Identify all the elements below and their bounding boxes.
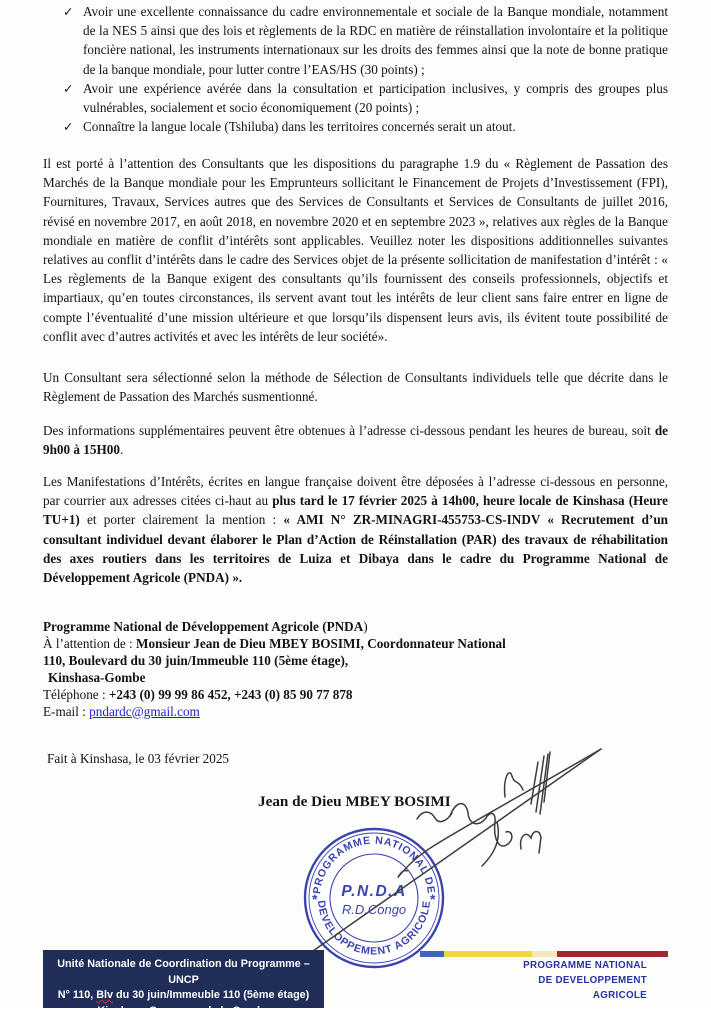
footer-logo-line: DE DEVELOPPEMENT <box>538 975 647 986</box>
list-item <box>43 2 668 79</box>
footer-logo-line: PROGRAMME NATIONAL <box>523 960 647 971</box>
paragraph-selection-method: Un Consultant sera sélectionné selon la méthode de Sélection de Consultants individuels telle que décrite dans le Règlement de Passation des Marchés susmentionné. <box>43 370 668 405</box>
stamp-center-acronym: P.N.D.A <box>341 883 407 900</box>
list-item <box>43 117 668 136</box>
paragraph-regulations: Il est porté à l’attention des Consultants que les dispositions du paragraphe 1.9 du « Règlement de Passation des Marchés de la Banque mondiale pour les Emprunteurs sollicitant le Financement de Projets d’Investissement (FPI), Fournitures, Travaux, Services autres que des Services de Consultants et Services de Consultants de juillet 2016, révisé en novembre 2017, en août 2018, en novembre 2020 et en septembre 2023 », relatives aux règles de la Banque mondiale en matière de conflit d’intérêts sont applicables. Veuillez noter les dispositions additionnelles suivantes relatives au conflit d’intérêts dans le cadre des Services objet de la présente sollicitation de manifestation d’intérêt : « Les règlements de la Banque exigent des consultants qu’ils fournissent des conseils professionnels, objectifs et impartiaux, qu’en toutes circonstances, ils servent avant tout les intérêts de leur client sans faire entrer en ligne de compte l’éventualité d’une mission ultérieure et que lorsqu’ils dispensent leurs avis, ils évitent toute possibilité de conflit avec d’autres activités et avec les intérêts de leur société». <box>43 156 668 344</box>
stamp-center-country: R.D.Congo <box>341 902 407 917</box>
contact-email[interactable]: E-mail : pndardc@gmail.com <box>43 703 200 719</box>
checkmark-icon: ✓ <box>63 4 74 19</box>
stamp-arc-bottom-text: DEVELOPPEMENT AGRICOLE <box>314 899 434 958</box>
date-place-line: Fait à Kinshasa, le 03 février 2025 <box>47 751 230 767</box>
contact-phone: Téléphone : +243 (0) 99 99 86 452, +243 (0) 85 90 77 878 <box>43 686 353 702</box>
contact-block <box>43 619 683 720</box>
qualifications-list <box>43 2 668 136</box>
checkmark-icon: ✓ <box>63 80 74 96</box>
bullet-text: Avoir une excellente connaissance du cadre environnementale et sociale de la Banque mondiale, notamment de la NES 5 ainsi que des lois et règlements de la RDC en matière de réinstallation involontaire et la politique foncière national, les instruments internationaux sur les droits des femmes ainsi que la note de bonne pratique de la banque mondiale, pour lutter contre l’EAS/HS (30 points) ; <box>83 4 668 77</box>
paragraph-office-hours: Des informations supplémentaires peuvent être obtenues à l’adresse ci-dessous pendant les heures de bureau, soit de 9h00 à 15H00. <box>43 423 668 458</box>
bullet-text: Connaître la langue locale (Tshiluba) dans les territoires concernés serait un atout. <box>83 119 516 135</box>
contact-org-name: Programme National de Développement Agricole (PNDA) <box>43 619 368 634</box>
signatory-name: Jean de Dieu MBEY BOSIMI <box>258 793 451 810</box>
footer-pnda-logo <box>485 958 647 1003</box>
paragraph-submission-deadline: Les Manifestations d’Intérêts, écrites en langue française doivent être déposées à l’adresse ci-dessous en personne, par courrier aux adresses citées ci-haut au plus tard le 17 février 2025 à 14h00, heure locale de Kinshasa (Heure TU+1) et porter clairement la mention : « AMI N° ZR-MINAGRI-455753-CS-INDV « Recrutement d’un consultant individuel devant élaborer le Plan d’Action de Réinstallation (PAR) des travaux de réhabilitation des axes routiers dans les territoires de Luiza et Dibaya dans le cadre du Programme National de Développement Agricole (PNDA) ». <box>43 474 669 586</box>
footer-box-line: Unité Nationale de Coordination du Programme –UNCP <box>57 958 310 986</box>
footer-logo-line: AGRICOLE <box>592 990 647 1001</box>
footer-box-line: Kinshasa-Commune de la Gombe <box>97 1004 270 1017</box>
footer-box-line: N° 110, Blv du 30 juin/Immeuble 110 (5ème étage) <box>57 989 310 1002</box>
stamp-star-left: * <box>312 891 318 907</box>
stamp-arc-top-text: PROGRAMME NATIONAL DE <box>311 834 437 895</box>
bullet-text: Avoir une expérience avérée dans la consultation et participation inclusives, y compris des groupes plus vulnérables, socialement et socio économiquement (20 points) ; <box>83 80 668 116</box>
footer-color-stripe <box>420 951 668 957</box>
checkmark-icon: ✓ <box>63 119 74 135</box>
footer-coordination-box <box>43 950 324 1017</box>
list-item <box>43 79 668 117</box>
contact-address: 110, Boulevard du 30 juin/Immeuble 110 (5ème étage), <box>43 652 349 668</box>
contact-city: Kinshasa-Gombe <box>48 669 146 685</box>
contact-attention: À l’attention de : Monsieur Jean de Dieu MBEY BOSIMI, Coordonnateur National <box>43 635 506 651</box>
stamp-star-right: * <box>430 891 436 907</box>
